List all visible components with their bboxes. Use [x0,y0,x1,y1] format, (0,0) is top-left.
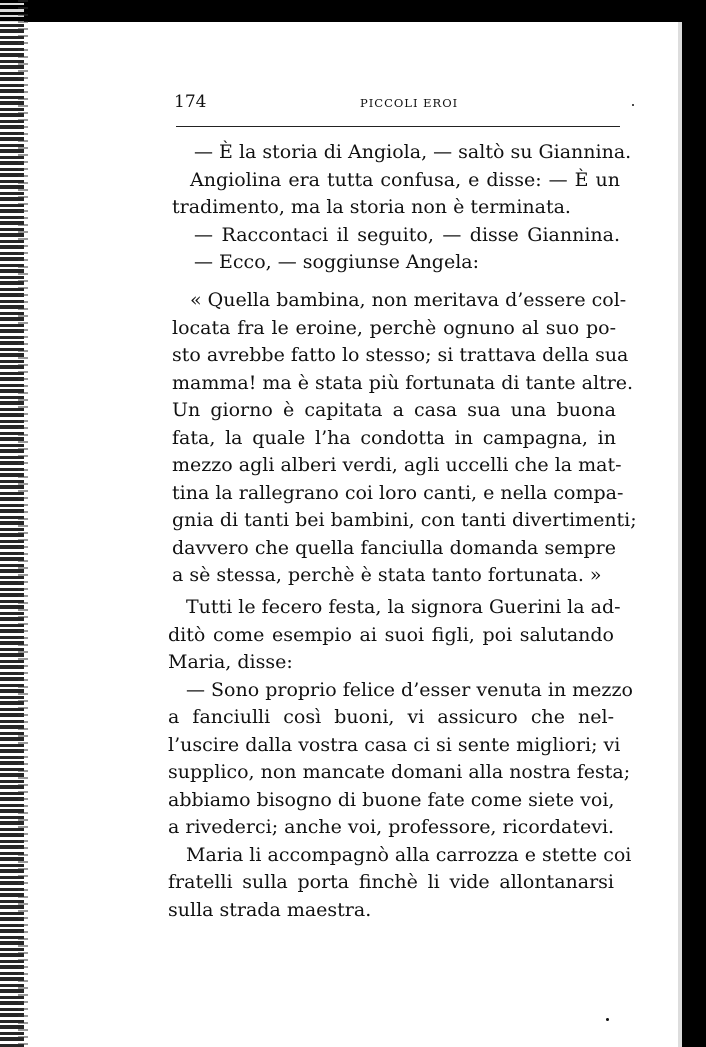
header-rule [176,126,620,127]
scan-top-border [0,0,706,22]
text-line: mamma! ma è stata più fortunata di tante altre. [172,371,634,394]
scan-speck [632,104,634,106]
text-line: Un giorno è capitata a casa sua una buona [172,399,616,421]
text-line: sulla strada maestra. [168,898,372,921]
text-line: tradimento, ma la storia non è terminata. [172,196,571,218]
text-line: ditò come esempio ai suoi figli, poi salutando [168,623,614,646]
text-line: l’uscire dalla vostra casa ci si sente migliori; vi [168,733,621,756]
scan-right-page-edge [678,22,682,1047]
text-line: fratelli sulla porta finchè li vide allontanarsi [168,871,614,893]
quoted-story-block [172,287,637,590]
text-line: Maria li accompagnò alla carrozza e stette coi [186,843,632,866]
text-line: fata, la quale l’ha condotta in campagna, in [172,426,616,449]
text-line: abbiamo bisogno di buone fate come siete voi, [168,788,615,811]
running-title: PICCOLI EROI [360,96,459,110]
dialogue-block [172,139,632,277]
text-line: sto avrebbe fatto lo stesso; si trattava della sua [172,344,629,366]
text-line: a sè stessa, perchè è stata tanto fortunata. » [172,564,602,586]
text-line: supplico, non mancate domani alla nostra festa; [168,761,631,783]
text-line: gnia di tanti bei bambini, con tanti divertimenti; [172,509,637,531]
text-line: — Ecco, — soggiunse Angela: [194,251,480,273]
scan-right-border [682,0,706,1047]
narration-block [168,594,633,924]
text-line: « Quella bambina, non meritava d’essere col- [190,289,627,311]
page-header [174,92,620,116]
text-line: — Sono proprio felice d’esser venuta in mezzo [186,678,633,701]
scan-speck [606,1018,609,1021]
text-line: mezzo agli alberi verdi, agli uccelli che la mat- [172,454,622,476]
text-line: a rivederci; anche voi, professore, ricordatevi. [168,816,615,838]
text-line: — Raccontaci il seguito, — disse Giannina. [194,223,620,246]
text-line: a fanciulli così buoni, vi assicuro che nel- [168,706,614,728]
scan-left-border-texture [18,0,28,1047]
text-line: locata fra le eroine, perchè ognuno al suo po- [172,316,616,339]
text-line: davvero che quella fanciulla domanda sempre [172,536,616,559]
text-line: Angiolina era tutta confusa, e disse: — È un [190,168,620,191]
text-line: Tutti le fecero festa, la signora Guerini la ad- [186,596,621,618]
text-line: — È la storia di Angiola, — saltò su Giannina. [194,141,632,163]
text-line: tina la rallegrano coi loro canti, e nella compa- [172,481,624,504]
page-number: 174 [174,92,207,112]
text-line: Maria, disse: [168,651,293,673]
